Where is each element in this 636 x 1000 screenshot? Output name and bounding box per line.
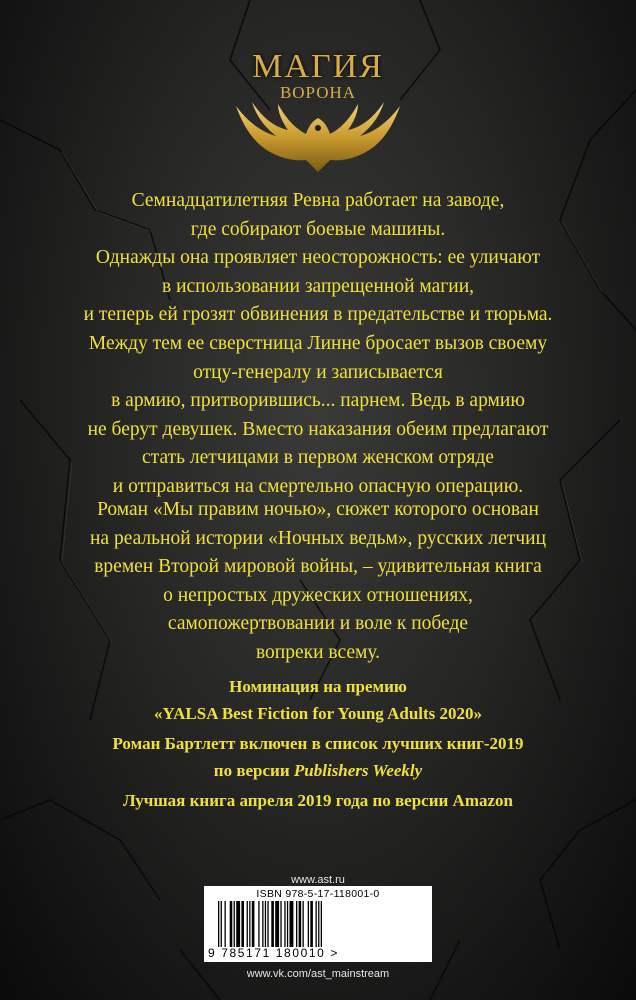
- synopsis-line: где собирают боевые машины.: [190, 218, 446, 240]
- award-publishers-weekly: [30, 730, 606, 784]
- synopsis-line: и теперь ей грозят обвинения в предательстве и тюрьма.: [83, 304, 553, 326]
- synopsis-line: Однажды она проявляет неосторожность: ее уличают: [95, 247, 541, 269]
- description-line: самопожертвовании и воле к победе: [167, 613, 469, 635]
- description-line: Роман «Мы правим ночью», сюжет которого основан: [97, 499, 539, 520]
- novel-description-paragraph: [50, 496, 586, 668]
- publisher-vk-link: www.vk.com/ast_mainstream: [246, 968, 390, 980]
- award-nomination-label: Номинация на премию: [229, 677, 407, 696]
- series-logo-subtitle: ВОРОНА: [279, 83, 357, 102]
- award-nomination-name: «YALSA Best Fiction for Young Adults 2020»: [153, 704, 483, 723]
- synopsis-paragraph: [50, 187, 586, 502]
- award-pw-line: Роман Бартлетт включен в список лучших книг-2019: [112, 734, 524, 753]
- barcode-digits: 9 785171 180010 >: [208, 946, 339, 960]
- synopsis-line: Между тем ее сверстница Линне бросает вызов своему: [88, 332, 548, 354]
- award-amazon-line: Лучшая книга апреля 2019 года по версии Amazon: [123, 791, 513, 810]
- publishers-weekly-name: Publishers Weekly: [293, 761, 423, 780]
- synopsis-line: отцу-генералу и записывается: [193, 361, 443, 383]
- publisher-site: www.ast.ru: [291, 874, 345, 886]
- synopsis-line: не берут девушек. Вместо наказания обеим предлагают: [87, 418, 549, 440]
- award-pw-prefix: по версии: [213, 761, 294, 780]
- synopsis-line: в использовании запрещенной магии,: [162, 275, 474, 297]
- award-nomination: [30, 673, 606, 727]
- award-pw-source: [30, 757, 606, 784]
- synopsis-line: и отправиться на смертельно опасную операцию.: [112, 475, 524, 497]
- description-line: о непростых дружеских отношениях,: [163, 584, 473, 606]
- isbn-number: ISBN 978-5-17-118001-0: [256, 888, 380, 900]
- series-logo: [0, 22, 636, 172]
- series-logo-title: МАГИЯ: [252, 48, 384, 85]
- isbn-barcode: [204, 886, 432, 962]
- synopsis-line: стать летчицами в первом женском отряде: [142, 447, 494, 469]
- description-line: на реальной истории «Ночных ведьм», русских летчиц: [89, 527, 547, 549]
- raven-emblem-icon: [218, 100, 418, 180]
- barcode-bars: [218, 901, 418, 947]
- award-amazon: [30, 787, 606, 814]
- synopsis-line: в армию, притворившись... парнем. Ведь в армию: [111, 390, 525, 412]
- description-line: времен Второй мировой войны, – удивительная книга: [94, 556, 542, 578]
- description-line: вопреки всему.: [255, 641, 381, 663]
- synopsis-line: Семнадцатилетняя Ревна работает на заводе,: [131, 190, 505, 211]
